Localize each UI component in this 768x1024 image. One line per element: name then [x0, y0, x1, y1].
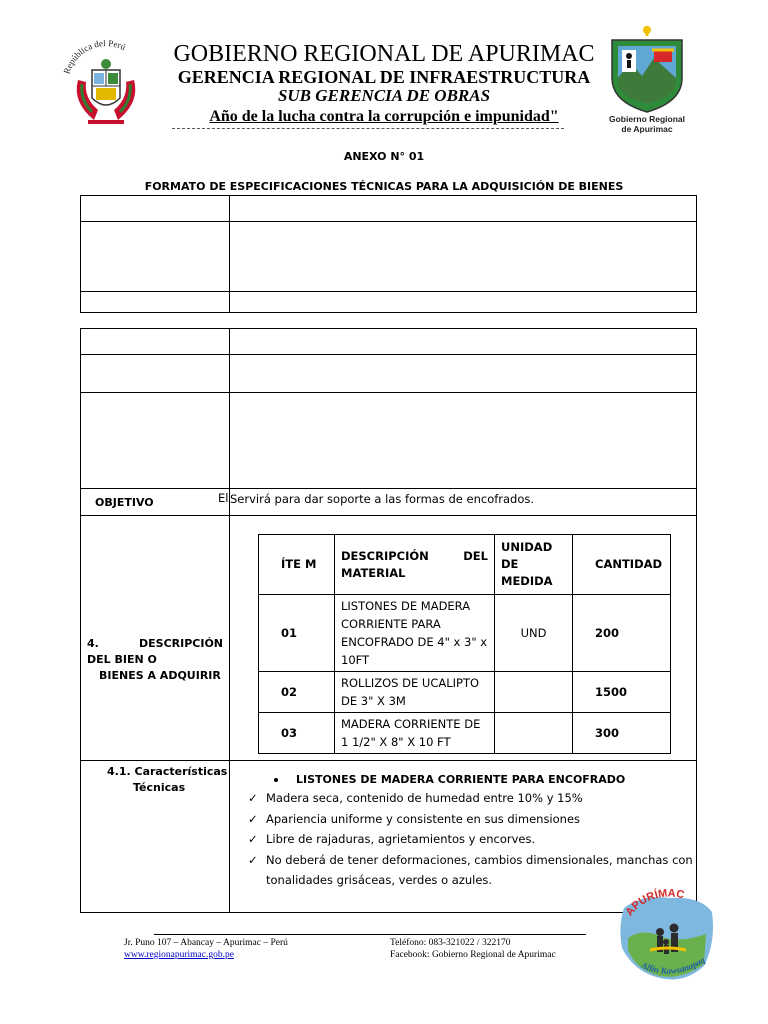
description-row: [81, 516, 697, 761]
footer-phone: Teléfono: 083-321022 / 322170: [390, 938, 511, 948]
table-cell: [81, 355, 230, 393]
apurimac-region-logo: [612, 888, 722, 988]
list-item: [248, 850, 696, 891]
characteristics-list: [230, 788, 696, 891]
footer-address: Jr. Puno 107 – Abancay – Apurimac – Perú: [124, 938, 288, 948]
gobierno-regional-apurimac-logo: [592, 22, 702, 134]
header-department: SUB GERENCIA DE OBRAS: [277, 86, 491, 105]
logo-bottom-title: APURÍMAC: [623, 888, 686, 919]
objective-value: Servirá para dar soporte a las formas de encofrados.: [230, 492, 535, 506]
checkmark-icon: ✓: [248, 791, 258, 805]
cell-quantity: 1500: [573, 672, 671, 713]
materials-table: [258, 534, 671, 754]
bullet-icon: [274, 778, 278, 782]
checkmark-icon: ✓: [248, 852, 258, 867]
objective-label: OBJETIVO: [95, 495, 154, 509]
specifications-table: [80, 328, 697, 913]
footer-website-link[interactable]: www.regionapurimac.gob.pe: [124, 950, 234, 960]
objective-prefix: El: [218, 491, 229, 505]
annex-number: ANEXO N° 01: [343, 150, 425, 163]
table-row: [259, 672, 671, 713]
table-cell: [230, 292, 697, 313]
characteristics-label-cell: [81, 761, 230, 913]
header-divider: [172, 128, 564, 129]
objective-row: [81, 489, 697, 516]
header-quantity: CANTIDAD: [573, 535, 671, 595]
description-label-line2: BIENES A ADQUIRIR: [99, 669, 221, 682]
cell-item: 02: [259, 672, 335, 713]
materials-header-row: [259, 535, 671, 595]
cell-item: 03: [259, 713, 335, 754]
logo-right-caption-1: Gobierno Regional: [608, 114, 686, 124]
table-row: [259, 595, 671, 672]
header-description: DESCRIPCIÓN DEL MATERIAL: [335, 535, 495, 595]
list-item-text: Apariencia uniforme y consistente en sus dimensiones: [266, 811, 581, 826]
table-cell: [81, 196, 230, 222]
list-item-text: No deberá de tener deformaciones, cambios dimensionales, manchas con tonalidades grisáceas, verdes o azules.: [266, 852, 693, 887]
logo-bottom-motto: Allin Kawsanapaq: [639, 954, 707, 976]
logo-right-caption-2: de Apurimac: [621, 124, 673, 134]
document-header: [0, 0, 768, 140]
general-info-table: [80, 195, 697, 313]
list-item-text: Madera seca, contenido de humedad entre 10% y 15%: [266, 791, 583, 805]
footer-divider: [154, 934, 586, 935]
cell-description: MADERA CORRIENTE DE 1 1/2" X 8" X 10 FT: [335, 713, 495, 754]
objective-value-cell: [218, 489, 697, 516]
table-cell: [230, 196, 697, 222]
list-item: [248, 809, 696, 830]
header-unit: UNIDAD DE MEDIDA: [495, 535, 573, 595]
list-item-text: Libre de rajaduras, agrietamientos y encorves.: [266, 832, 536, 846]
table-cell: [230, 329, 697, 355]
table-cell: [230, 393, 697, 489]
characteristics-label-line2: Técnicas: [133, 781, 186, 794]
table-cell: [81, 222, 230, 292]
checkmark-icon: ✓: [248, 811, 258, 826]
table-row: [259, 713, 671, 754]
header-year-motto: Año de la lucha contra la corrupción e impunidad": [209, 108, 559, 125]
cell-quantity: 200: [573, 595, 671, 672]
table-cell: [81, 393, 230, 489]
header-title: GOBIERNO REGIONAL DE APURIMAC: [173, 41, 595, 67]
format-title: FORMATO DE ESPECIFICACIONES TÉCNICAS PARA LA ADQUISICIÓN DE BIENES: [144, 180, 624, 193]
checkmark-icon: ✓: [248, 832, 258, 846]
table-cell: [81, 329, 230, 355]
cell-description: LISTONES DE MADERA CORRIENTE PARA ENCOFRADO DE 4" x 3" x 10FT: [335, 595, 495, 672]
characteristics-heading: LISTONES DE MADERA CORRIENTE PARA ENCOFRADO: [296, 773, 626, 786]
list-item: [248, 829, 696, 850]
table-cell: [230, 222, 697, 292]
description-content-cell: [230, 516, 697, 761]
cell-unit: [495, 672, 573, 713]
cell-unit: UND: [495, 595, 573, 672]
table-cell: [230, 355, 697, 393]
table-cell: [81, 292, 230, 313]
cell-unit: [495, 713, 573, 754]
header-subtitle: GERENCIA REGIONAL DE INFRAESTRUCTURA: [177, 67, 591, 87]
header-item: ÍTE M: [259, 535, 335, 595]
list-item: [248, 788, 696, 809]
characteristics-heading-row: [230, 773, 696, 786]
cell-description: ROLLIZOS DE UCALIPTO DE 3" X 3M: [335, 672, 495, 713]
characteristics-row: [81, 761, 697, 913]
footer-facebook: Facebook: Gobierno Regional de Apurimac: [390, 950, 556, 960]
objective-label-cell: [81, 489, 230, 516]
logo-left-caption: República del Perú: [61, 40, 128, 76]
description-label-cell: [81, 516, 239, 761]
cell-item: 01: [259, 595, 335, 672]
description-label-line1: 4. DESCRIPCIÓN DEL BIEN O: [87, 637, 239, 666]
cell-quantity: 300: [573, 713, 671, 754]
characteristics-label-line1: 4.1. Características: [107, 765, 228, 778]
